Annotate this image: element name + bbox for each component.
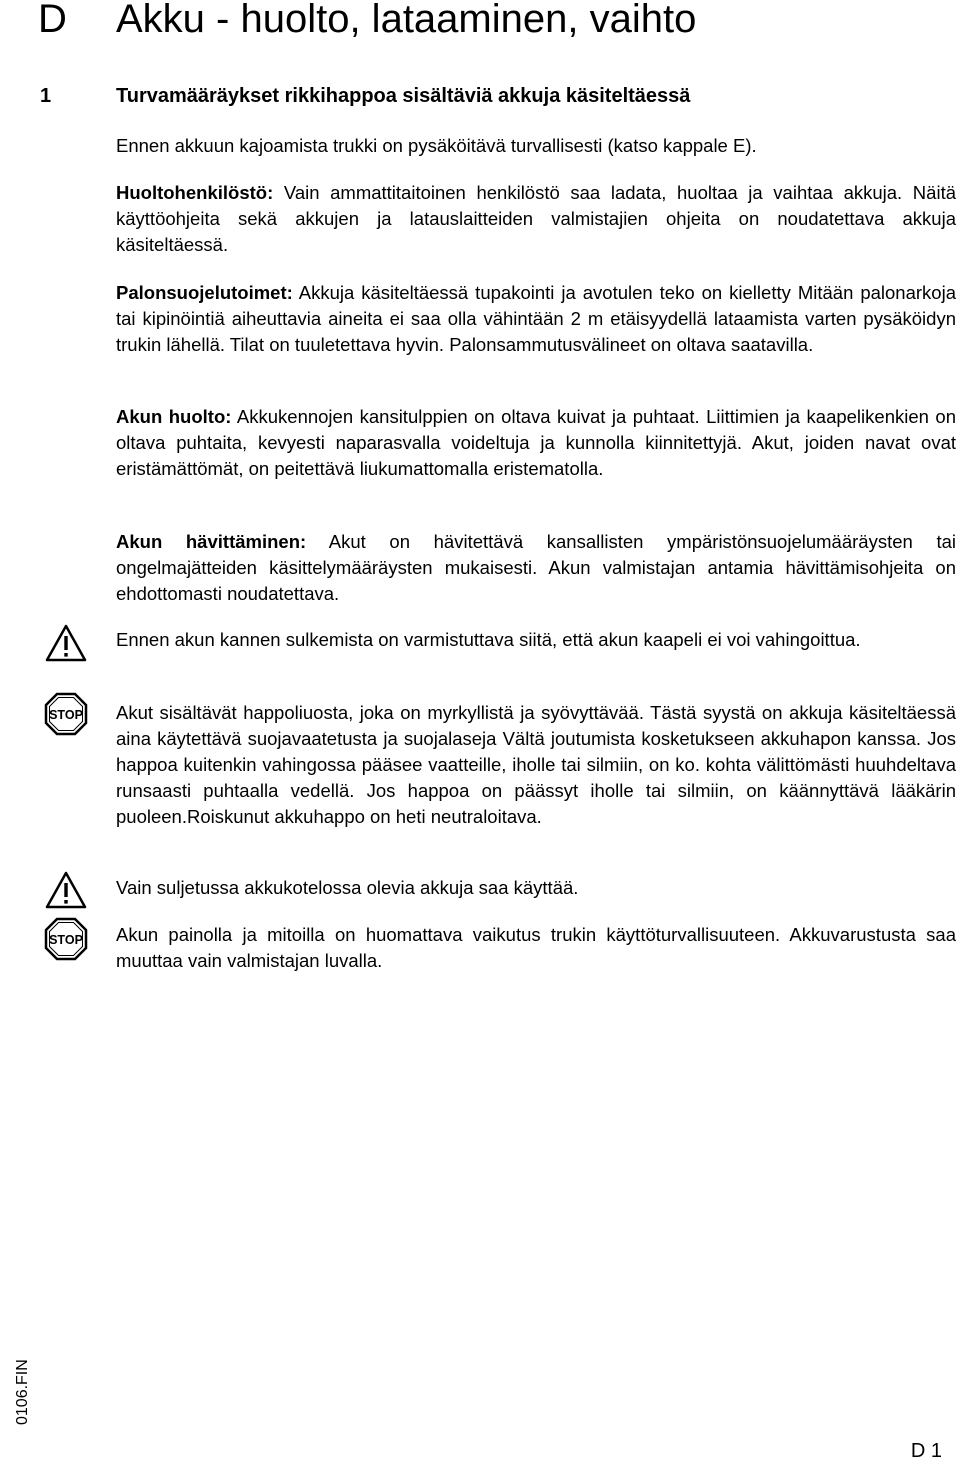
disposal-label: Akun hävittäminen: xyxy=(116,531,307,552)
section-number: 1 xyxy=(40,85,52,107)
maintenance-paragraph xyxy=(116,404,956,482)
acid-warning-paragraph: Akut sisältävät happoliuosta, joka on myrkyllistä ja syövyttävää. Tästä syystä on akkuja käsiteltäessä aina käytettävä suojavaatetusta ja suojalaseja Vältä joutumista kosketukseen akkuhapon kanssa. Jos happoa kuitenkin vahingossa pääsee vaatteille, iholle tai silmiin, on ko. kohta välittömästi huuhdeltava runsaasti puhtaalla vedellä. Jos happoa on päässyt iholle tai silmiin, on käännyttävä lääkärin puoleen.Roiskunut akkuhappo on heti neutraloitava. xyxy=(116,702,956,827)
stop-sign-icon xyxy=(44,917,88,961)
disposal-paragraph xyxy=(116,529,956,607)
section-title: Turvamääräykset rikkihappoa sisältäviä akkuja käsiteltäessä xyxy=(116,85,691,107)
maintenance-text: Akkukennojen kansitulppien on oltava kuivat ja puhtaat. Liittimien ja kaapelikenkien on oltava puhtaita, kevyesti naparasvalla voideltuja ja kunnolla kiinnitettyjä. Akut, joiden navat ovat eristämättömät, on peitettävä liukumattomalla eristematolla. xyxy=(116,406,956,479)
warning-triangle-icon xyxy=(44,870,88,910)
fire-safety-label: Palonsuojelutoimet: xyxy=(116,282,293,303)
stop-sign-label: STOP xyxy=(49,933,83,947)
personnel-text: Vain ammattitaitoinen henkilöstö saa ladata, huoltaa ja vaihtaa akkuja. Näitä käyttöohjeita sekä akkujen ja latauslaitteiden valmistajien ohjeita on noudatettava akkuja käsiteltäessä. xyxy=(116,182,956,255)
personnel-label: Huoltohenkilöstö: xyxy=(116,182,274,203)
weight-note-paragraph: Akun painolla ja mitoilla on huomattava vaikutus trukin käyttöturvallisuuteen. Akkuvarustusta saa muuttaa vain valmistajan luvalla. xyxy=(116,924,956,971)
stop-sign-icon xyxy=(44,692,88,736)
document-code: 0106.FIN xyxy=(14,1359,31,1425)
personnel-paragraph xyxy=(116,180,956,258)
cover-warning-paragraph: Ennen akun kannen sulkemista on varmistuttava siitä, että akun kaapeli ei voi vahingoittua. xyxy=(116,629,861,650)
page-number: D 1 xyxy=(910,1440,942,1462)
sealed-only-paragraph: Vain suljetussa akkukotelossa olevia akkuja saa käyttää. xyxy=(116,877,579,898)
warning-triangle-icon xyxy=(44,623,88,663)
chapter-letter: D xyxy=(38,0,67,41)
fire-safety-paragraph xyxy=(116,280,956,358)
intro-paragraph: Ennen akkuun kajoamista trukki on pysäköitävä turvallisesti (katso kappale E). xyxy=(116,135,757,156)
fire-safety-text: Akkuja käsiteltäessä tupakointi ja avotulen teko on kielletty Mitään palonarkoja tai kipinöintiä aiheuttavia aineita ei saa olla vähintään 2 m etäisyydellä lataamista varten pysäköidyn trukin lähellä. Tilat on tuuletettava hyvin. Palonsammutusvälineet on oltava saatavilla. xyxy=(116,282,956,355)
stop-sign-label: STOP xyxy=(49,708,83,722)
maintenance-label: Akun huolto: xyxy=(116,406,232,427)
disposal-text: Akut on hävitettävä kansallisten ympäristönsuojelumääräysten tai ongelmajätteiden käsittelymääräysten mukaisesti. Akun valmistajan antamia hävittämisohjeita on ehdottomasti noudatettava. xyxy=(116,531,956,604)
chapter-title: Akku - huolto, lataaminen, vaihto xyxy=(116,0,697,41)
